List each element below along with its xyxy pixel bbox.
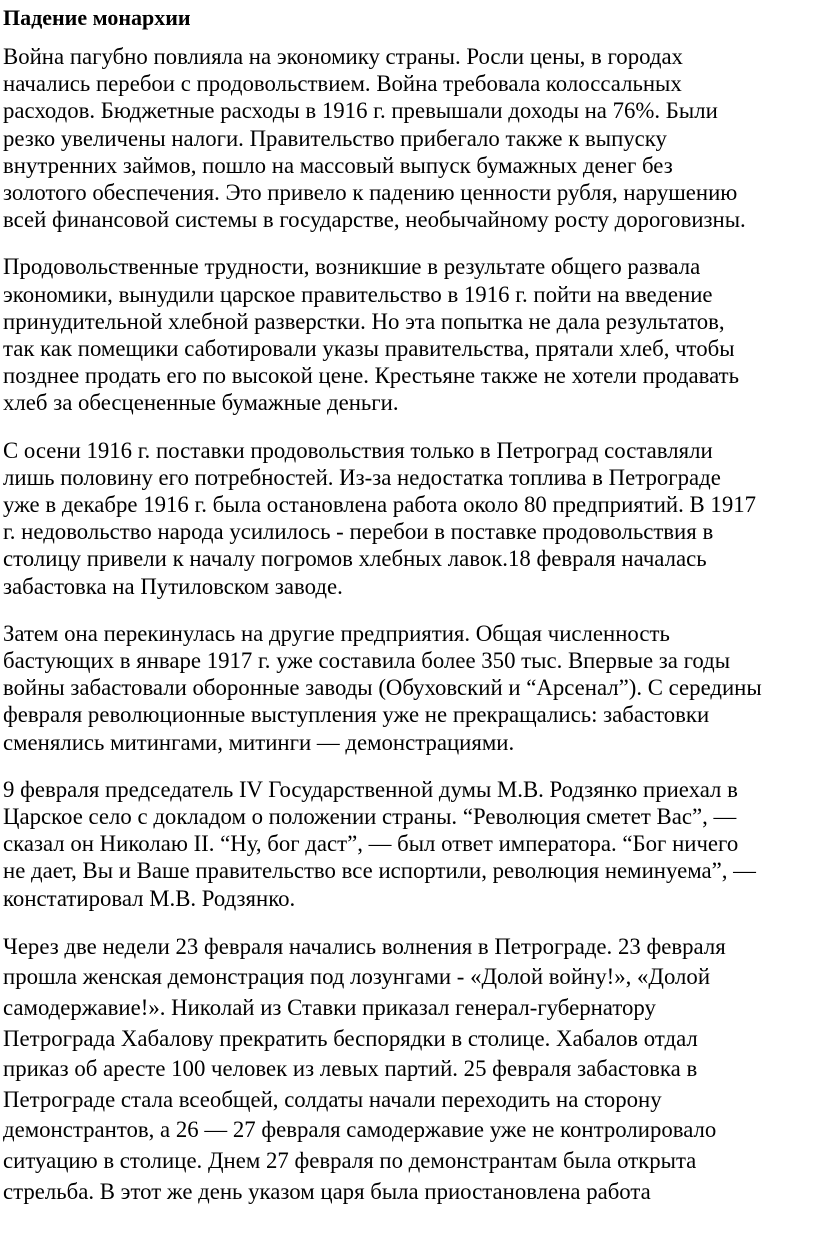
- text-line: ситуацию в столице. Днем 27 февраля по демонстрантам была открыта: [3, 1148, 697, 1174]
- text-line: уже в декабре 1916 г. была остановлена работа около 80 предприятий. В 1917: [3, 492, 757, 518]
- text-line: февраля революционные выступления уже не прекращались: забастовки: [3, 702, 710, 728]
- text-line: всей финансовой системы в государстве, необычайному росту дороговизны.: [3, 207, 746, 233]
- text-line: Петрограде стала всеобщей, солдаты начали переходить на сторону: [3, 1086, 662, 1112]
- text-line: лишь половину его потребностей. Из-за недостатка топлива в Петрограде: [3, 464, 721, 490]
- paragraph-economy: [3, 43, 816, 233]
- paragraph-strikes: [3, 620, 816, 756]
- text-line: Через две недели 23 февраля начались волнения в Петрограде. 23 февраля: [3, 933, 726, 959]
- text-line: бастующих в январе 1917 г. уже составила более 350 тыс. Впервые за годы: [3, 648, 731, 674]
- text-line: С осени 1916 г. поставки продовольствия только в Петроград составляли: [3, 437, 713, 463]
- text-line: начались перебои с продовольствием. Война требовала колоссальных: [3, 71, 682, 97]
- text-line: Война пагубно повлияла на экономику страны. Росли цены, в городах: [3, 44, 683, 69]
- text-line: Петрограда Хабалову прекратить беспорядки в столице. Хабалов отдал: [3, 1025, 698, 1051]
- text-line: экономики, вынудили царское правительство в 1916 г. пойти на введение: [3, 281, 713, 307]
- text-line: столицу привели к началу погромов хлебных лавок.18 февраля началась: [3, 546, 707, 572]
- text-line: констатировал М.В. Родзянко.: [3, 885, 296, 911]
- text-line: Затем она перекинулась на другие предприятия. Общая численность: [3, 620, 670, 646]
- text-line: так как помещики саботировали указы правительства, прятали хлеб, чтобы: [3, 336, 735, 362]
- paragraph-february-events: [3, 932, 816, 1207]
- paragraph-rodzianko: [3, 776, 816, 912]
- text-line: сказал он Николаю II. “Ну, бог даст”, — был ответ императора. “Бог ничего: [3, 831, 739, 857]
- text-line: хлеб за обесцененные бумажные деньги.: [3, 390, 399, 416]
- text-line: не дает, Вы и Ваше правительство все испортили, революция неминуема”, —: [3, 858, 756, 884]
- page-title: Падение монархии: [3, 5, 191, 30]
- paragraph-supplies-petrograd: [3, 437, 816, 600]
- text-line: принудительной хлебной разверстки. Но эта попытка не дала результатов,: [3, 308, 725, 334]
- text-line: приказ об аресте 100 человек из левых партий. 25 февраля забастовка в: [3, 1056, 698, 1082]
- text-line: 9 февраля председатель IV Государственной думы М.В. Родзянко приехал в: [3, 776, 738, 802]
- text-line: стрельба. В этот же день указом царя была приостановлена работа: [3, 1178, 651, 1204]
- text-line: резко увеличены налоги. Правительство прибегало также к выпуску: [3, 125, 667, 151]
- text-line: забастовка на Путиловском заводе.: [3, 573, 343, 599]
- text-line: г. недовольство народа усилилось - перебои в поставке продовольствия в: [3, 519, 714, 545]
- text-line: сменялись митингами, митинги — демонстрациями.: [3, 729, 515, 755]
- text-line: расходов. Бюджетные расходы в 1916 г. превышали доходы на 76%. Были: [3, 98, 718, 124]
- text-line: золотого обеспечения. Это привело к падению ценности рубля, нарушению: [3, 180, 738, 206]
- text-line: позднее продать его по высокой цене. Крестьяне также не хотели продавать: [3, 363, 739, 389]
- text-line: Царское село с докладом о положении страны. “Революция сметет Вас”, —: [3, 804, 737, 830]
- text-line: прошла женская демонстрация под лозунгами - «Долой войну!», «Долой: [3, 964, 711, 990]
- paragraph-food-difficulties: [3, 253, 816, 416]
- text-line: внутренних займов, пошло на массовый выпуск бумажных денег без: [3, 152, 673, 178]
- text-line: самодержавие!». Николай из Ставки приказал генерал-губернатору: [3, 995, 656, 1021]
- text-line: Продовольственные трудности, возникшие в результате общего развала: [3, 254, 701, 280]
- text-line: войны забастовали оборонные заводы (Обуховский и “Арсенал”). С середины: [3, 675, 762, 701]
- text-line: демонстрантов, а 26 — 27 февраля самодержавие уже не контролировало: [3, 1117, 717, 1143]
